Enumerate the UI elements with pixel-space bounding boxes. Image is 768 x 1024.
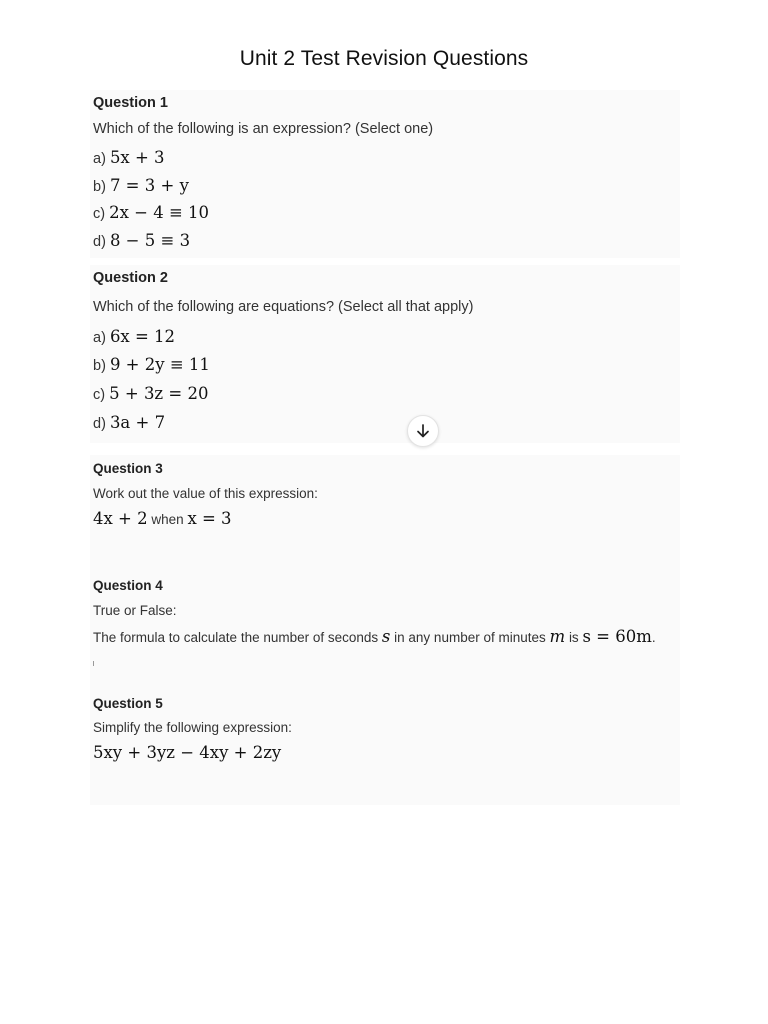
option-math: 2x − 4 ≡ 10	[109, 203, 210, 222]
statement-text: is	[568, 630, 579, 645]
question-1-heading: Question 1	[93, 95, 168, 111]
arrow-down-icon	[415, 423, 431, 439]
option-math: 3a + 7	[109, 413, 166, 432]
question-1-option-b	[93, 176, 189, 195]
statement-text: The formula to calculate the number of seconds	[93, 630, 379, 645]
var-s: s	[381, 627, 391, 646]
expression-math: 5xy + 3yz − 4xy + 2zy	[93, 743, 282, 762]
question-1-prompt: Which of the following is an expression? (Select one)	[93, 121, 434, 137]
question-2-option-c	[93, 384, 208, 403]
scroll-down-button[interactable]	[407, 415, 439, 447]
question-1-option-a	[93, 148, 165, 167]
option-math: 5x + 3	[109, 148, 165, 167]
question-1-option-d	[93, 231, 190, 250]
question-2-option-b	[93, 355, 210, 374]
option-math: 5 + 3z = 20	[109, 384, 209, 403]
question-1-option-c	[93, 203, 209, 222]
option-math: 6x = 12	[109, 327, 176, 346]
option-math: 9 + 2y ≡ 11	[109, 355, 210, 374]
question-3-prompt: Work out the value of this expression:	[93, 486, 318, 501]
question-2-option-a	[93, 327, 175, 346]
stray-mark	[93, 661, 94, 666]
formula-math: s = 60m	[582, 627, 652, 646]
option-letter: a)	[93, 151, 106, 167]
option-math: 7 = 3 + y	[109, 176, 189, 195]
statement-text: in any number of minutes	[394, 630, 546, 645]
question-4-statement	[93, 627, 656, 646]
question-5-heading: Question 5	[93, 696, 163, 711]
question-3-heading: Question 3	[93, 461, 163, 476]
question-3-expression	[93, 509, 232, 528]
option-letter: d)	[93, 416, 106, 432]
condition-math: x = 3	[187, 509, 232, 528]
option-letter: d)	[93, 234, 106, 250]
question-2-prompt: Which of the following are equations? (Select all that apply)	[93, 299, 474, 315]
statement-end: .	[651, 630, 656, 645]
question-2-heading: Question 2	[93, 270, 168, 286]
page-title: Unit 2 Test Revision Questions	[239, 47, 529, 70]
var-m: m	[549, 627, 566, 646]
question-2-panel	[90, 265, 680, 443]
question-5-expression	[93, 743, 281, 762]
question-5-prompt: Simplify the following expression:	[93, 720, 292, 735]
option-letter: b)	[93, 358, 106, 374]
option-math: 8 − 5 ≡ 3	[109, 231, 191, 250]
option-letter: b)	[93, 179, 106, 195]
option-letter: c)	[93, 387, 106, 403]
option-letter: c)	[93, 206, 106, 222]
question-2-option-d	[93, 413, 165, 432]
option-letter: a)	[93, 330, 106, 346]
expression-math: 4x + 2	[93, 509, 148, 528]
when-word: when	[151, 512, 184, 527]
question-4-heading: Question 4	[93, 578, 163, 593]
question-4-prompt: True or False:	[93, 603, 177, 618]
